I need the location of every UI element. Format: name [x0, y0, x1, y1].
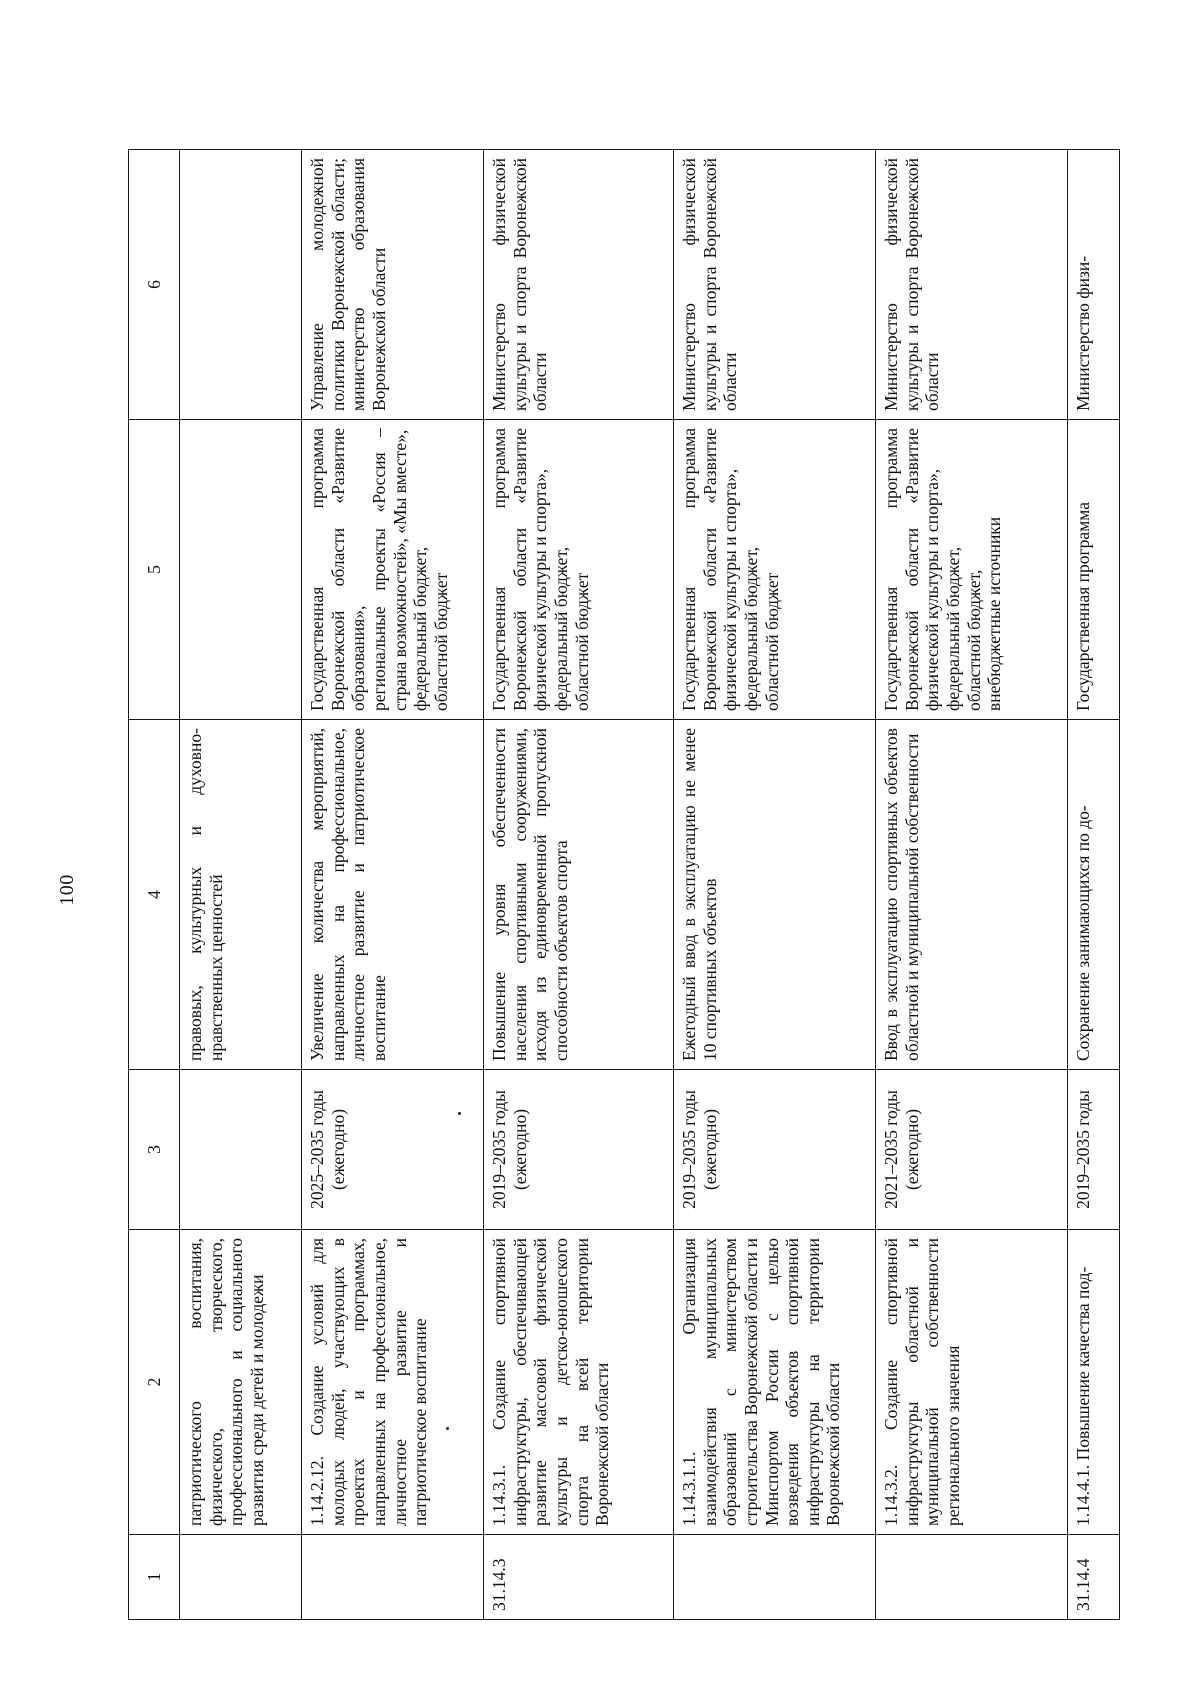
column-header: 2	[129, 1230, 180, 1535]
sources-cell	[484, 420, 674, 720]
source-line: Государственная программа Воронежской области «Развитие физической культуры и спорта»,	[679, 428, 741, 711]
table-row	[180, 150, 302, 1620]
table-row	[876, 150, 1068, 1620]
row-number	[302, 1535, 484, 1620]
measure-cell: 1.14.3.2. Создание спортивной инфраструктуры областной и муниципальной собственности регионального значения	[876, 1230, 1068, 1535]
column-header: 1	[129, 1535, 180, 1620]
sources-cell	[876, 420, 1068, 720]
rotated-document-page	[50, 135, 1110, 1645]
row-number: 31.14.3	[484, 1535, 674, 1620]
measure-cell: 1.14.2.12. Создание условий для молодых людей, участвующих в проектах и программах, направленных на профессиональное, личностное развитие и патриотическое воспитание	[302, 1230, 484, 1535]
column-header: 6	[129, 150, 180, 420]
result-cell: Ежегодный ввод в эксплуатацию не менее 10 спортивных объектов	[674, 720, 876, 1070]
period-cell: 2019–2035 годы (ежегодно)	[484, 1070, 674, 1230]
sources-cell	[1068, 420, 1120, 720]
row-number	[876, 1535, 1068, 1620]
result-cell: правовых, культурных и духовно-нравственных ценностей	[180, 720, 302, 1070]
executors-cell: Министерство физической культуры и спорта Воронежской области	[876, 150, 1068, 420]
executors-cell: Министерство физи-	[1068, 150, 1120, 420]
result-cell: Ввод в эксплуатацию спортивных объектов областной и муниципальной собственности	[876, 720, 1068, 1070]
column-header: 3	[129, 1070, 180, 1230]
sources-cell	[180, 420, 302, 720]
period-cell: 2019–2035 годы (ежегодно)	[674, 1070, 876, 1230]
source-line: федеральный бюджет,	[942, 546, 963, 711]
result-cell: Увеличение количества мероприятий, направленных на профессиональное, личностное развитие и патриотическое воспитание	[302, 720, 484, 1070]
table-row	[1068, 150, 1120, 1620]
table-header-row	[129, 150, 180, 1620]
source-line: региональные проекты «Россия – страна возможностей», «Мы вместе»,	[368, 428, 410, 711]
source-line: областной бюджет,	[963, 569, 984, 711]
row-number	[180, 1535, 302, 1620]
table-row	[302, 150, 484, 1620]
column-header: 4	[129, 720, 180, 1070]
result-cell: Повышение уровня обеспеченности населения спортивными сооружениями, исходя из единовременной пропускной способности объектов спорта	[484, 720, 674, 1070]
executors-cell: Управление молодежной политики Воронежской области; министерство образования Воронежской области	[302, 150, 484, 420]
source-line: федеральный бюджет,	[410, 546, 431, 711]
measures-table	[128, 149, 1120, 1620]
row-number: 31.14.4	[1068, 1535, 1120, 1620]
period-cell	[180, 1070, 302, 1230]
period-cell: 2019–2035 годы	[1068, 1070, 1120, 1230]
source-line: внебюджетные источники	[984, 516, 1005, 711]
source-line: Государственная программа Воронежской области «Развитие физической культуры и спорта»,	[489, 428, 551, 711]
executors-cell	[180, 150, 302, 420]
executors-cell: Министерство физической культуры и спорта Воронежской области	[484, 150, 674, 420]
period-cell: 2021–2035 годы (ежегодно)	[876, 1070, 1068, 1230]
page-number: 100	[56, 874, 78, 906]
source-line: Государственная программа	[1073, 502, 1093, 711]
measure-cell: патриотического воспитания, физического, творческого, профессионального и социального развития среди детей и молодежи	[180, 1230, 302, 1535]
period-cell: 2025–2035 годы (ежегодно)	[302, 1070, 484, 1230]
table-row	[674, 150, 876, 1620]
source-line: Государственная программа Воронежской области «Развитие образования»,	[307, 428, 369, 711]
source-line: федеральный бюджет,	[550, 546, 571, 711]
measure-cell: 1.14.4.1. Повышение качества под-	[1068, 1230, 1120, 1535]
sources-cell	[674, 420, 876, 720]
source-line: Государственная программа Воронежской области «Развитие физической культуры и спорта»,	[881, 428, 943, 711]
source-line: областной бюджет	[571, 572, 592, 711]
source-line: областной бюджет	[430, 572, 451, 711]
row-number	[674, 1535, 876, 1620]
sources-cell	[302, 420, 484, 720]
column-header: 5	[129, 420, 180, 720]
result-cell: Сохранение занимающихся по до-	[1068, 720, 1120, 1070]
executors-cell: Министерство физической культуры и спорта Воронежской области	[674, 150, 876, 420]
source-line: федеральный бюджет,	[740, 546, 761, 711]
measure-cell: 1.14.3.1.1. Организация взаимодействия муниципальных образований с министерством строительства Воронежской области и Минспортом России с целью возведения объектов спортивной инфраструктуры на территории Воронежской области	[674, 1230, 876, 1535]
measure-cell: 1.14.3.1. Создание спортивной инфраструктуры, обеспечивающей развитие массовой физической культуры и детско-юношеского спорта на всей территории Воронежской области	[484, 1230, 674, 1535]
table-row	[484, 150, 674, 1620]
source-line: областной бюджет	[761, 572, 782, 711]
